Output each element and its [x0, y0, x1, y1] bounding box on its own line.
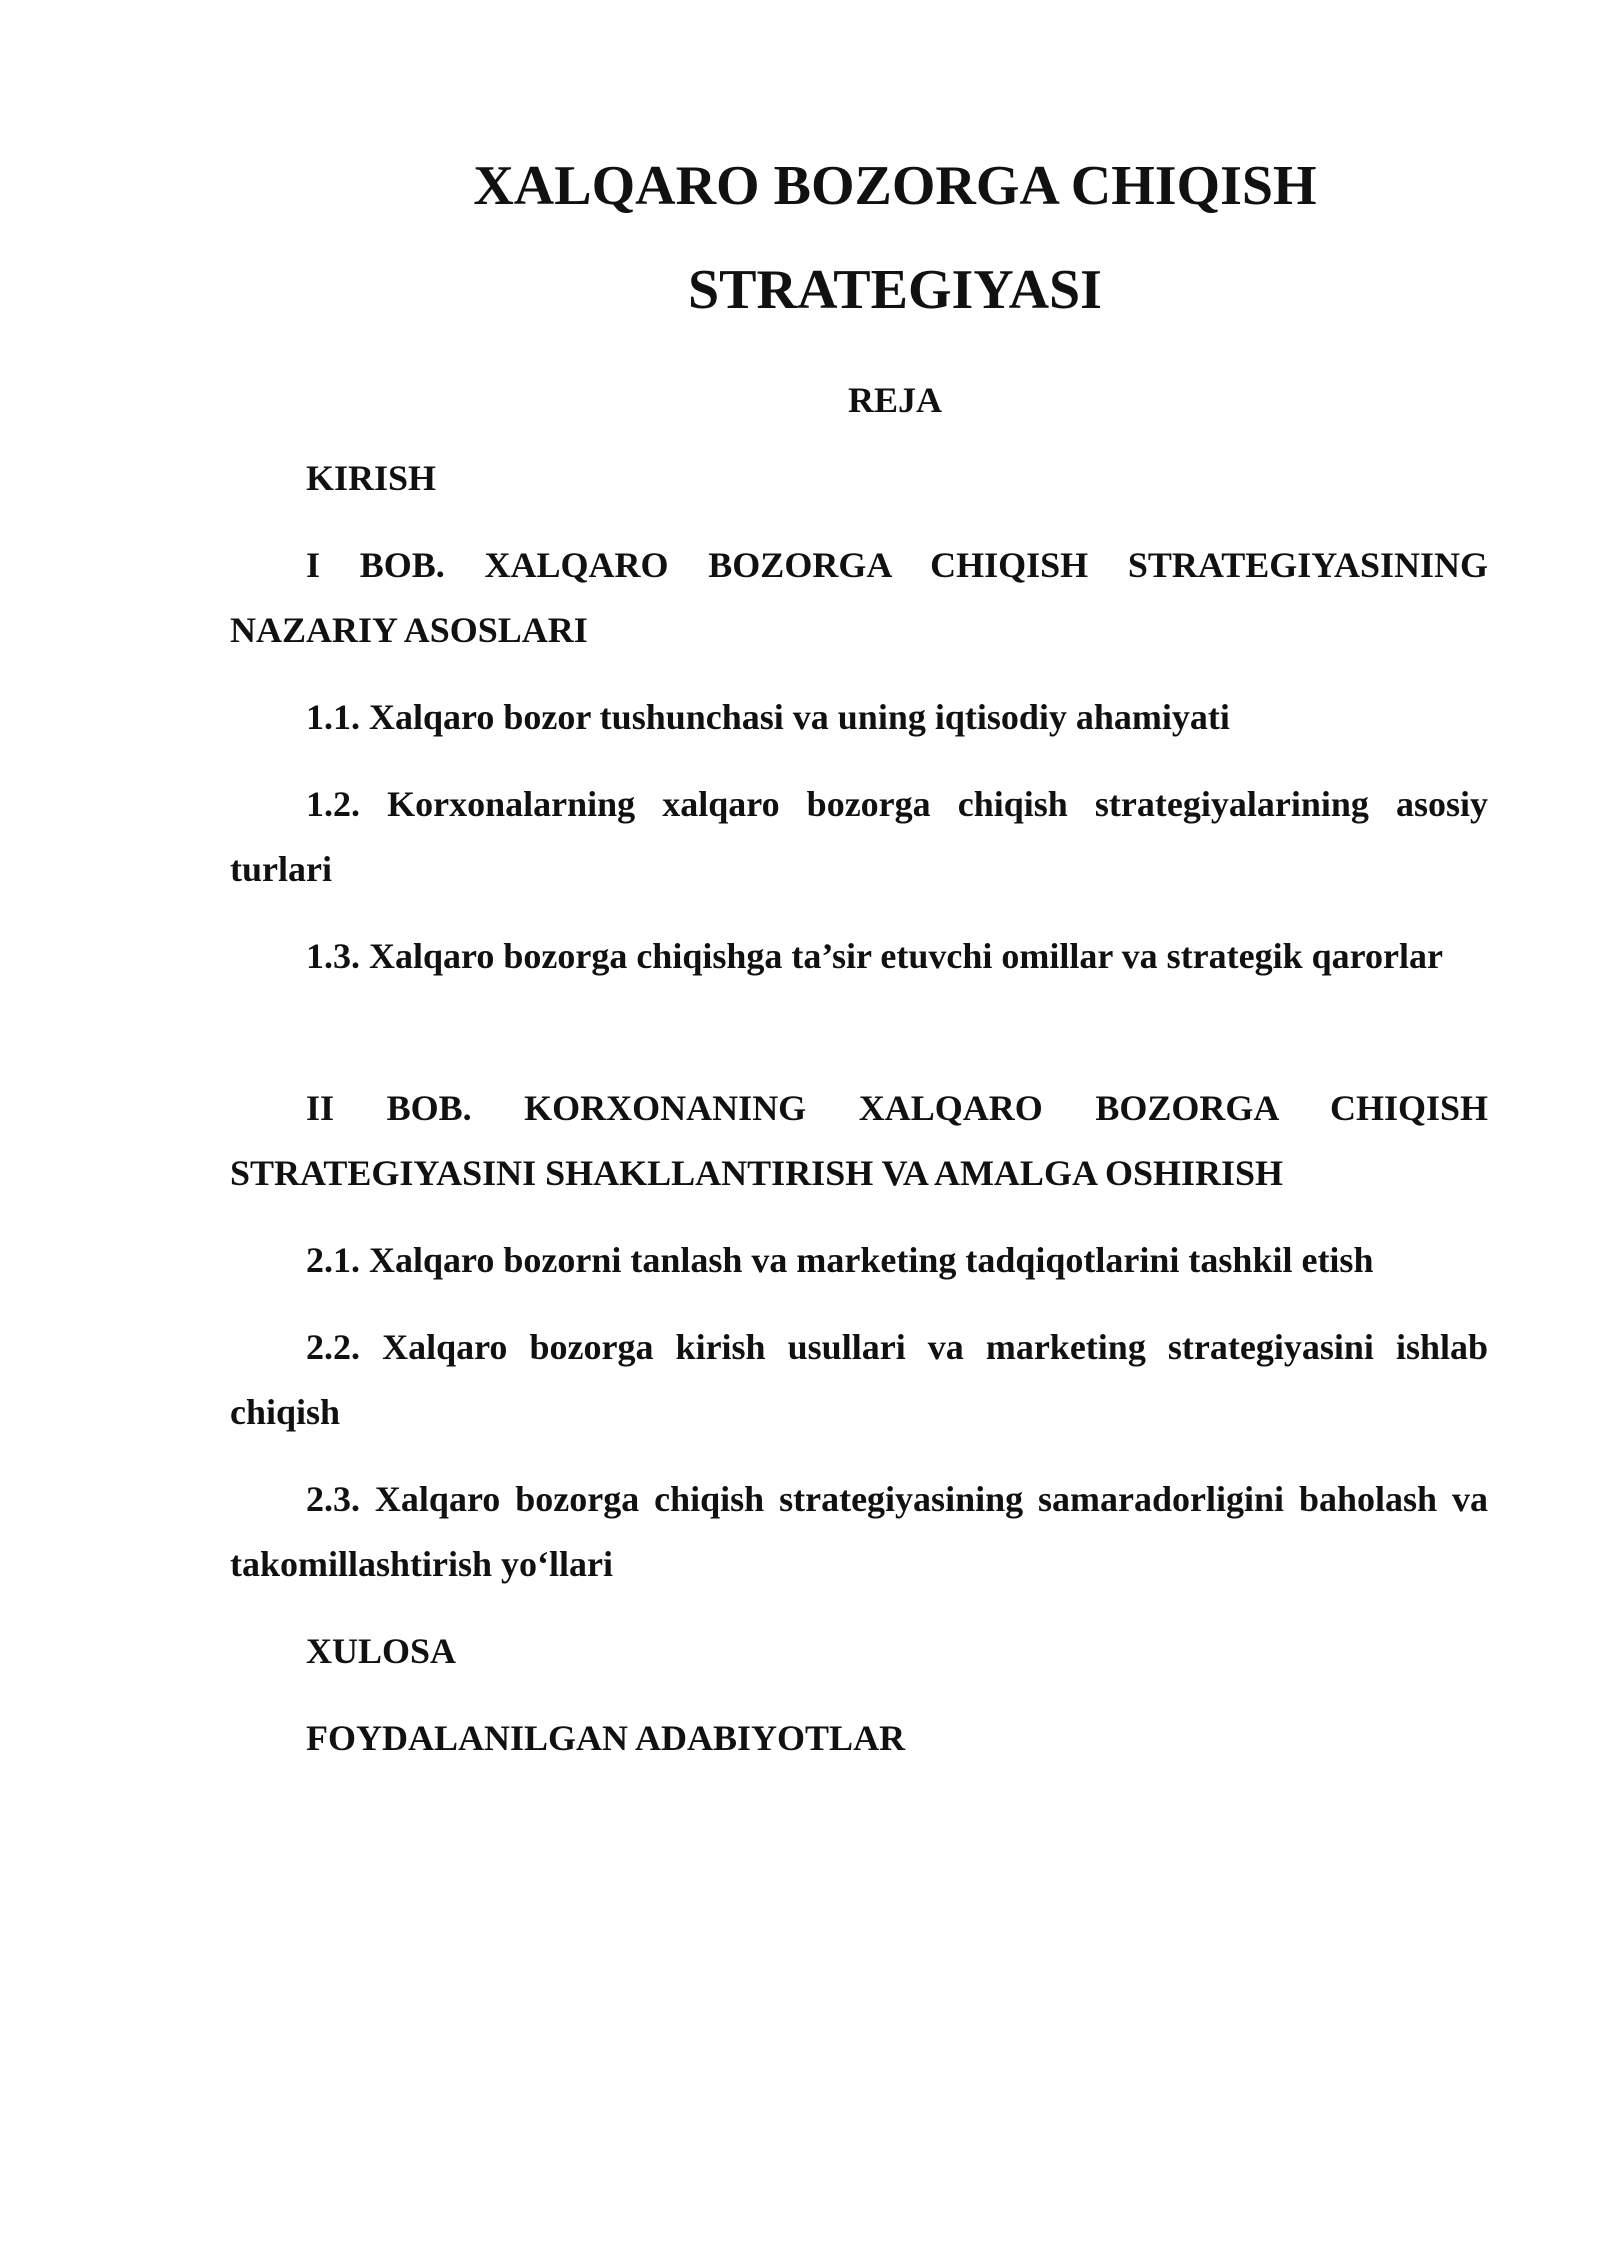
- toc-item-section-2-1: 2.1. Xalqaro bozorni tanlash va marketing tadqiqotlarini tashkil etish: [306, 1240, 1374, 1280]
- toc-item-chapter-2: II BOB. KORXONANING XALQARO BOZORGA CHIQISH STRATEGIYASINI SHAKLLANTIRISH VA AMALGA OSHIRISH: [230, 1088, 1488, 1193]
- toc-item-section-1-2: 1.2. Korxonalarning xalqaro bozorga chiqish strategiyalarining asosiy turlari: [230, 784, 1488, 889]
- toc-item-section-1-3: 1.3. Xalqaro bozorga chiqishga ta’sir etuvchi omillar va strategik qarorlar: [306, 936, 1443, 976]
- toc-item-intro: KIRISH: [306, 458, 437, 498]
- toc-item-conclusion: XULOSA: [306, 1631, 457, 1671]
- toc-item-section-2-3: 2.3. Xalqaro bozorga chiqish strategiyasining samaradorligini baholash va takomillashtirish yo‘llari: [230, 1479, 1488, 1584]
- toc-item-references: FOYDALANILGAN ADABIYOTLAR: [306, 1718, 906, 1758]
- toc-item-section-1-1: 1.1. Xalqaro bozor tushunchasi va uning iqtisodiy ahamiyati: [306, 697, 1230, 737]
- toc-item-section-2-2: 2.2. Xalqaro bozorga kirish usullari va marketing strategiyasini ishlab chiqish: [230, 1327, 1488, 1432]
- plan-heading: REJA: [847, 380, 942, 420]
- toc-item-chapter-1: I BOB. XALQARO BOZORGA CHIQISH STRATEGIYASINING NAZARIY ASOSLARI: [230, 545, 1488, 650]
- document-title-line-2: STRATEGIYASI: [688, 259, 1102, 321]
- document-title-line-1: XALQARO BOZORGA CHIQISH: [473, 155, 1317, 217]
